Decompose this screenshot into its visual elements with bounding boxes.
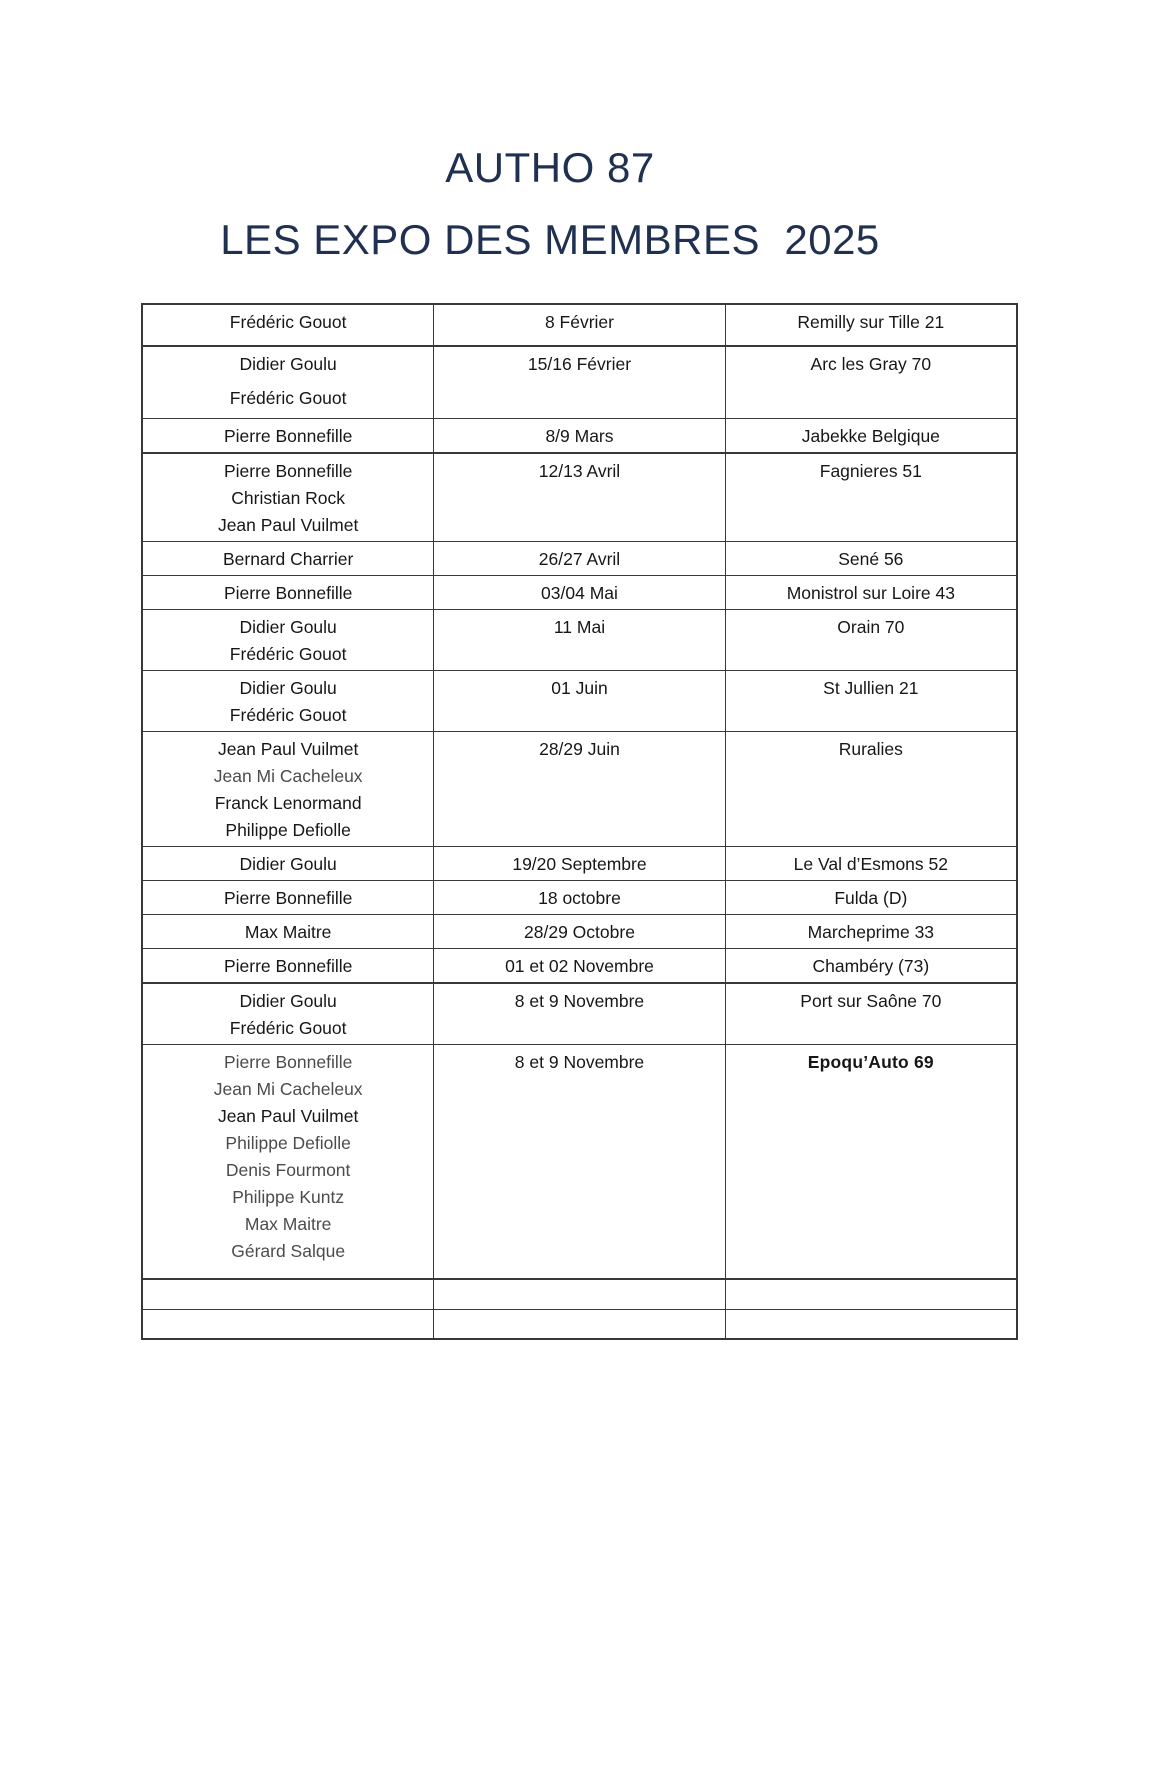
- member-name: Jean Paul Vuilmet: [217, 514, 359, 535]
- date-cell: [434, 1279, 725, 1309]
- date-cell: 8/9 Mars: [434, 418, 725, 453]
- date-cell: [434, 1309, 725, 1339]
- member-name: Jean Mi Cacheleux: [213, 765, 363, 786]
- expo-table: [141, 303, 1018, 1340]
- member-name: Didier Goulu: [239, 677, 337, 698]
- location-cell: Arc les Gray 70: [725, 346, 1017, 418]
- member-name: Max Maitre: [244, 1213, 332, 1234]
- member-name: Pierre Bonnefille: [223, 887, 353, 908]
- member-name: Frédéric Gouot: [229, 643, 347, 664]
- member-name: Jean Paul Vuilmet: [217, 738, 359, 759]
- member-name: Pierre Bonnefille: [223, 425, 353, 446]
- date-cell: 03/04 Mai: [434, 575, 725, 609]
- member-name: Didier Goulu: [239, 990, 337, 1011]
- names-cell: [142, 541, 434, 575]
- member-name: Pierre Bonnefille: [223, 1051, 353, 1072]
- location-cell: [725, 1279, 1017, 1309]
- location-cell: Fagnieres 51: [725, 453, 1017, 542]
- member-name: Denis Fourmont: [225, 1159, 351, 1180]
- member-name: Jean Mi Cacheleux: [213, 1078, 363, 1099]
- names-cell: [142, 346, 434, 418]
- table-row: [142, 846, 1017, 880]
- date-cell: 28/29 Juin: [434, 731, 725, 846]
- table-row: [142, 1309, 1017, 1339]
- date-cell: 12/13 Avril: [434, 453, 725, 542]
- location-cell: Chambéry (73): [725, 948, 1017, 983]
- names-cell: [142, 983, 434, 1045]
- expo-table-body: [142, 304, 1017, 1339]
- names-cell: [142, 948, 434, 983]
- names-cell: [142, 453, 434, 542]
- member-name: Philippe Defiolle: [225, 1132, 351, 1153]
- table-row: [142, 914, 1017, 948]
- names-cell: [142, 880, 434, 914]
- names-cell: [142, 846, 434, 880]
- date-cell: 8 Février: [434, 304, 725, 346]
- table-row: [142, 575, 1017, 609]
- date-cell: 19/20 Septembre: [434, 846, 725, 880]
- names-cell: [142, 914, 434, 948]
- table-row: [142, 731, 1017, 846]
- title-block: [0, 146, 1100, 262]
- location-cell: Le Val d’Esmons 52: [725, 846, 1017, 880]
- location-cell: Monistrol sur Loire 43: [725, 575, 1017, 609]
- location-cell: Remilly sur Tille 21: [725, 304, 1017, 346]
- member-name: Didier Goulu: [239, 616, 337, 637]
- location-cell: [725, 1309, 1017, 1339]
- table-row: [142, 1044, 1017, 1279]
- member-name: Frédéric Gouot: [229, 1017, 347, 1038]
- names-cell: [142, 1309, 434, 1339]
- date-cell: 8 et 9 Novembre: [434, 983, 725, 1045]
- date-cell: 01 et 02 Novembre: [434, 948, 725, 983]
- member-name: Philippe Kuntz: [232, 1186, 345, 1207]
- member-name: Pierre Bonnefille: [223, 460, 353, 481]
- date-cell: 15/16 Février: [434, 346, 725, 418]
- names-cell: [142, 418, 434, 453]
- location-cell: Marcheprime 33: [725, 914, 1017, 948]
- date-cell: 11 Mai: [434, 609, 725, 670]
- member-name: Pierre Bonnefille: [223, 955, 353, 976]
- table-row: [142, 880, 1017, 914]
- location-cell: St Jullien 21: [725, 670, 1017, 731]
- table-row: [142, 983, 1017, 1045]
- location-cell: Fulda (D): [725, 880, 1017, 914]
- table-row: [142, 541, 1017, 575]
- member-name: Max Maitre: [244, 921, 332, 942]
- table-row: [142, 1279, 1017, 1309]
- member-name: Philippe Defiolle: [225, 819, 351, 840]
- page-title: AUTHO 87: [445, 144, 655, 191]
- table-row: [142, 453, 1017, 542]
- member-name: Frédéric Gouot: [229, 704, 347, 725]
- location-cell: Epoqu’Auto 69: [725, 1044, 1017, 1279]
- names-cell: [142, 1044, 434, 1279]
- page-subtitle: LES EXPO DES MEMBRES 2025: [220, 216, 880, 264]
- date-cell: 18 octobre: [434, 880, 725, 914]
- names-cell: [142, 1279, 434, 1309]
- date-cell: 01 Juin: [434, 670, 725, 731]
- member-name: Didier Goulu: [239, 354, 337, 375]
- date-cell: 26/27 Avril: [434, 541, 725, 575]
- table-row: [142, 670, 1017, 731]
- location-cell: Orain 70: [725, 609, 1017, 670]
- table-row: [142, 418, 1017, 453]
- member-name: Bernard Charrier: [222, 548, 354, 569]
- member-name: Frédéric Gouot: [229, 388, 347, 409]
- member-name: Didier Goulu: [239, 853, 337, 874]
- names-cell: [142, 731, 434, 846]
- member-name: Franck Lenormand: [214, 792, 362, 813]
- table-row: [142, 948, 1017, 983]
- location-cell: Port sur Saône 70: [725, 983, 1017, 1045]
- date-cell: 8 et 9 Novembre: [434, 1044, 725, 1279]
- member-name: Frédéric Gouot: [229, 312, 347, 333]
- member-name: Christian Rock: [231, 487, 346, 508]
- names-cell: [142, 609, 434, 670]
- date-cell: 28/29 Octobre: [434, 914, 725, 948]
- member-name: Jean Paul Vuilmet: [217, 1105, 359, 1126]
- location-cell: Ruralies: [725, 731, 1017, 846]
- names-cell: [142, 670, 434, 731]
- member-name: Pierre Bonnefille: [223, 582, 353, 603]
- location-cell: Jabekke Belgique: [725, 418, 1017, 453]
- table-row: [142, 346, 1017, 418]
- names-cell: [142, 304, 434, 346]
- names-cell: [142, 575, 434, 609]
- table-row: [142, 609, 1017, 670]
- member-name: Gérard Salque: [231, 1240, 346, 1261]
- location-cell: Sené 56: [725, 541, 1017, 575]
- table-row: [142, 304, 1017, 346]
